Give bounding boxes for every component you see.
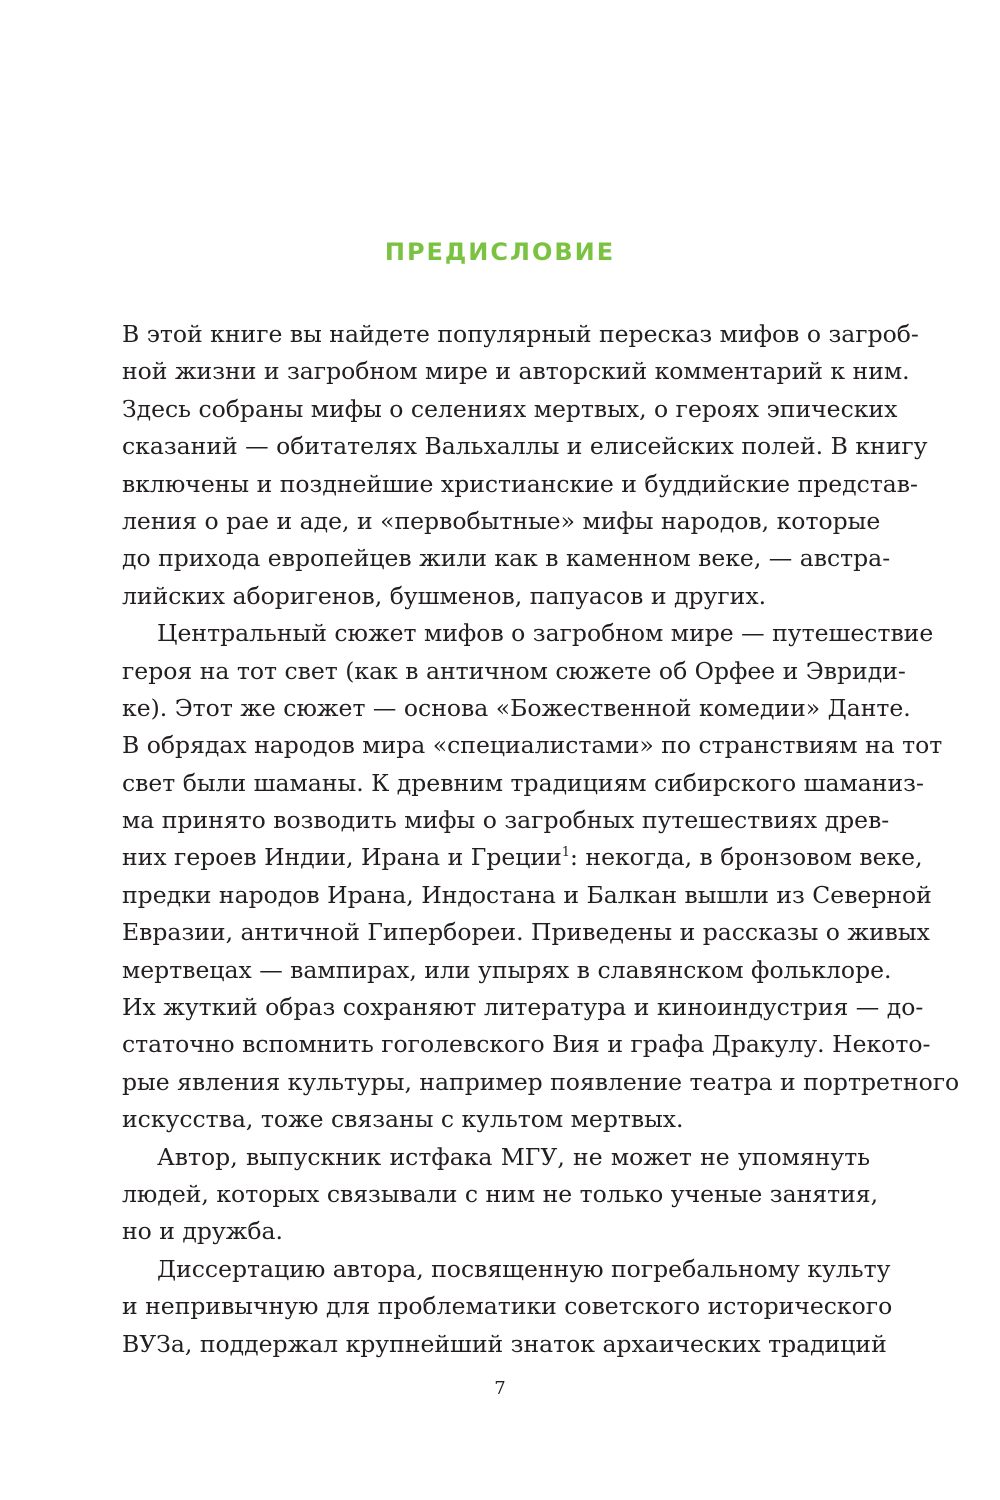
- page-number: 7: [494, 1378, 506, 1399]
- text-line: свет были шаманы. К древним традициям сибирского шаманиз-: [122, 768, 924, 797]
- text-line: ной жизни и загробном мире и авторский комментарий к ним.: [122, 357, 910, 386]
- paragraph-3: [122, 1139, 879, 1251]
- text-line: Автор, выпускник истфака МГУ, не может не упомянуть: [157, 1142, 870, 1171]
- chapter-heading: ПРЕДИСЛОВИЕ: [384, 238, 616, 266]
- text-line: сказаний — обитателях Вальхаллы и елисейских полей. В книгу: [122, 432, 928, 461]
- text-line: ма принято возводить мифы о загробных путешествиях древ-: [122, 806, 890, 835]
- text-line: В обрядах народов мира «специалистами» по странствиям на тот: [122, 731, 943, 760]
- text-line: ления о рае и аде, и «первобытные» мифы народов, которые: [122, 506, 881, 535]
- paragraph-1: [122, 316, 928, 615]
- text-line: и непривычную для проблематики советского исторического: [122, 1292, 893, 1321]
- body-text: [122, 316, 960, 1363]
- text-line: людей, которых связывали с ним не только ученые занятия,: [122, 1179, 879, 1208]
- footnote-marker[interactable]: 1: [561, 845, 571, 861]
- text-line: Их жуткий образ сохраняют литература и киноиндустрия — до-: [122, 993, 924, 1022]
- text-line: Центральный сюжет мифов о загробном мире — путешествие: [157, 619, 934, 648]
- paragraph-2: [122, 615, 960, 1138]
- text-line: Здесь собраны мифы о селениях мертвых, о героях эпических: [122, 394, 898, 423]
- text-line: лийских аборигенов, бушменов, папуасов и других.: [122, 581, 767, 610]
- text-line: Евразии, античной Гипербореи. Приведены и рассказы о живых: [122, 918, 930, 947]
- text-line: но и дружба.: [122, 1217, 284, 1246]
- text-line-with-footnote: [122, 839, 923, 876]
- text-line: ке). Этот же сюжет — основа «Божественной комедии» Данте.: [122, 693, 911, 722]
- text-fragment: них героев Индии, Ирана и Греции: [122, 843, 562, 872]
- text-fragment: : некогда, в бронзовом веке,: [570, 843, 923, 872]
- text-line: Диссертацию автора, посвященную погребальному культу: [157, 1254, 891, 1283]
- text-line: статочно вспомнить гоголевского Вия и графа Дракулу. Некото-: [122, 1030, 931, 1059]
- text-line: включены и позднейшие христианские и буддийские представ-: [122, 469, 918, 498]
- text-line: героя на тот свет (как в античном сюжете об Орфее и Эвриди-: [122, 656, 906, 685]
- text-line: В этой книге вы найдете популярный пересказ мифов о загроб-: [122, 320, 919, 348]
- text-line: предки народов Ирана, Индостана и Балкан вышли из Северной: [122, 880, 932, 909]
- text-line: искусства, тоже связаны с культом мертвых.: [122, 1105, 684, 1134]
- text-line: ВУЗа, поддержал крупнейший знаток архаических традиций: [122, 1329, 887, 1358]
- text-line: до прихода европейцев жили как в каменном веке, — австра-: [122, 544, 891, 573]
- text-line: мертвецах — вампирах, или упырях в славянском фольклоре.: [122, 955, 892, 984]
- text-line: рые явления культуры, например появление театра и портретного: [122, 1067, 960, 1096]
- paragraph-4: [122, 1251, 893, 1363]
